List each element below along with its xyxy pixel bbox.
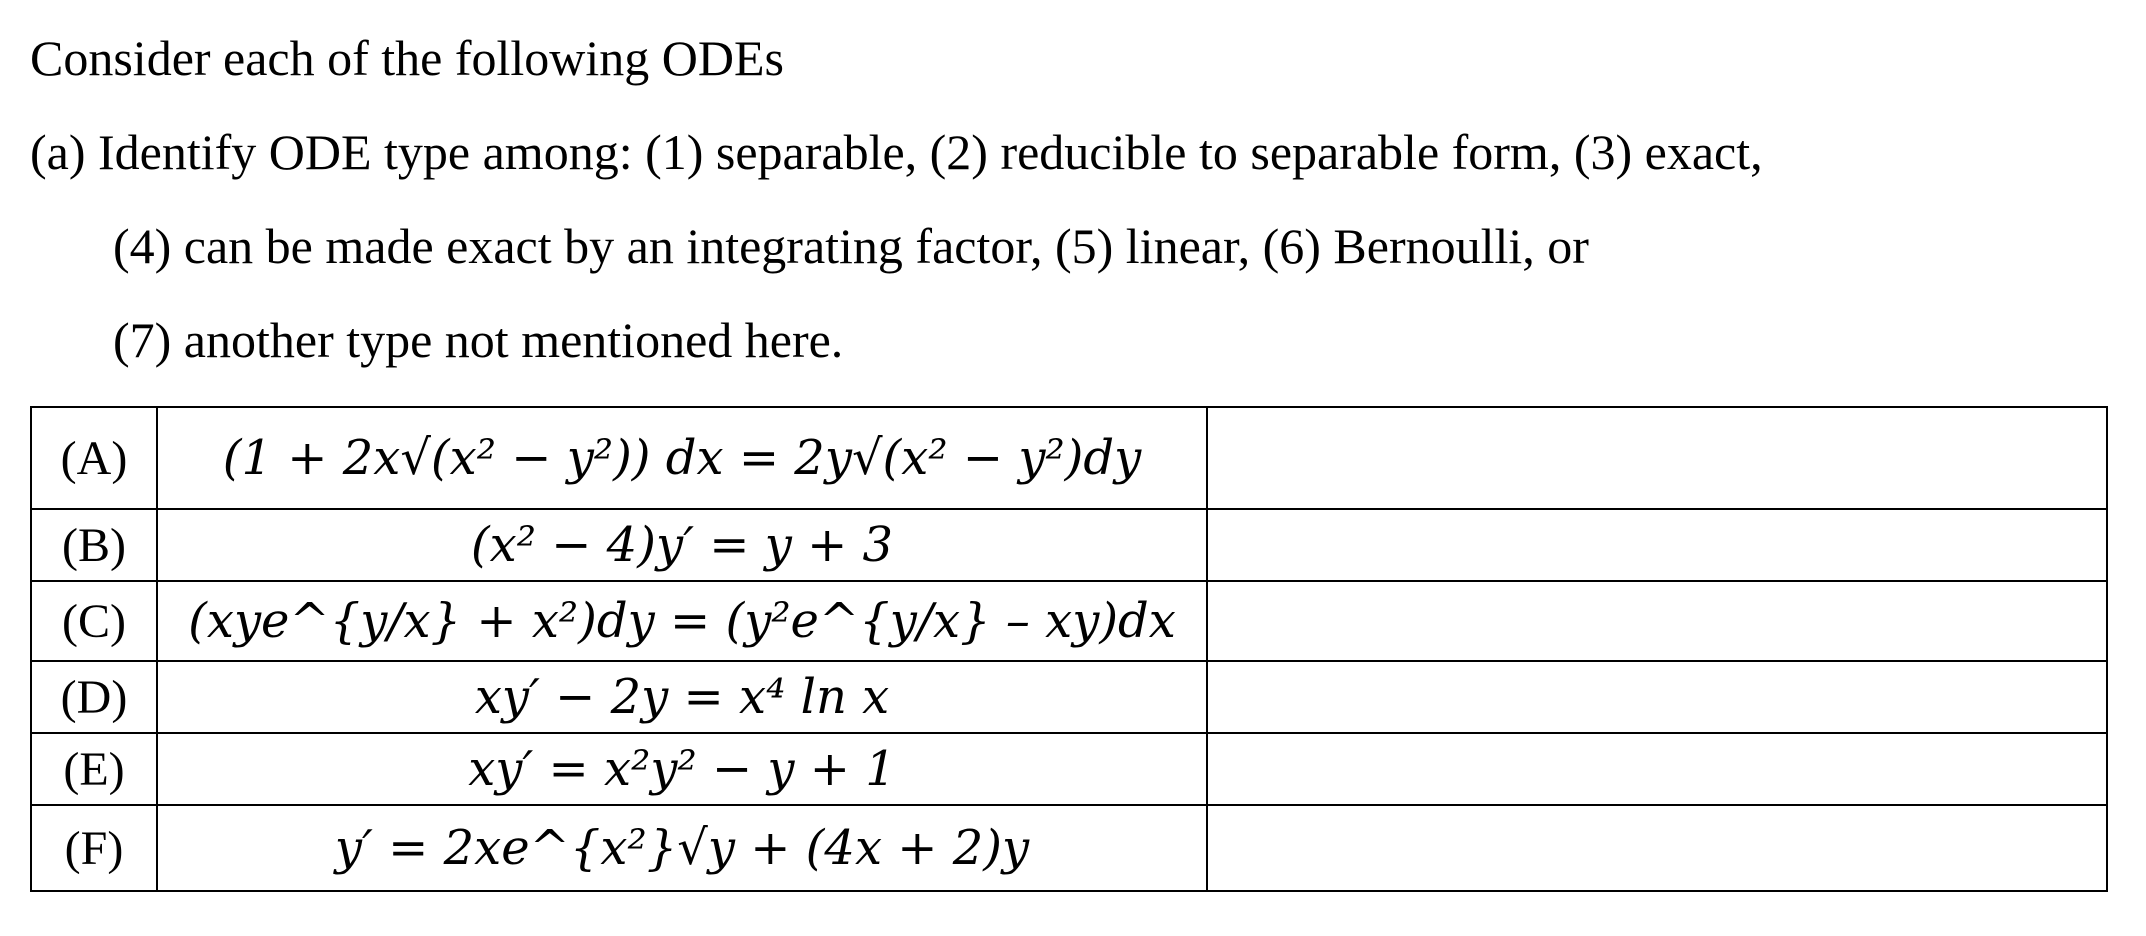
equation-cell: y′ = 2xe^{x²}√y + (4x + 2)y [157, 805, 1207, 891]
equation-cell: xy′ = x²y² − y + 1 [157, 733, 1207, 805]
question-line-1: (a) Identify ODE type among: (1) separable, (2) reducible to separable form, (3) exact, [30, 124, 1763, 180]
table-row [31, 805, 2107, 891]
table-row [31, 581, 2107, 661]
row-label: (B) [31, 509, 157, 581]
table-row [31, 509, 2107, 581]
row-label: (C) [31, 581, 157, 661]
answer-cell[interactable] [1207, 407, 2107, 509]
question-line-3: (7) another type not mentioned here. [113, 312, 844, 368]
row-label: (D) [31, 661, 157, 733]
equation-cell: (x² − 4)y′ = y + 3 [157, 509, 1207, 581]
equation-cell: (1 + 2x√(x² − y²)) dx = 2y√(x² − y²)dy [157, 407, 1207, 509]
answer-cell[interactable] [1207, 509, 2107, 581]
intro-text: Consider each of the following ODEs [30, 30, 785, 86]
row-label: (E) [31, 733, 157, 805]
table-row [31, 407, 2107, 509]
answer-cell[interactable] [1207, 581, 2107, 661]
answer-cell[interactable] [1207, 733, 2107, 805]
question-line-2: (4) can be made exact by an integrating factor, (5) linear, (6) Bernoulli, or [113, 218, 1589, 274]
ode-table [30, 406, 2108, 892]
equation-cell: (xye^{y/x} + x²)dy = (y²e^{y/x} – xy)dx [157, 581, 1207, 661]
answer-cell[interactable] [1207, 661, 2107, 733]
row-label: (A) [31, 407, 157, 509]
table-row [31, 733, 2107, 805]
table-row [31, 661, 2107, 733]
answer-cell[interactable] [1207, 805, 2107, 891]
equation-cell: xy′ − 2y = x⁴ ln x [157, 661, 1207, 733]
row-label: (F) [31, 805, 157, 891]
